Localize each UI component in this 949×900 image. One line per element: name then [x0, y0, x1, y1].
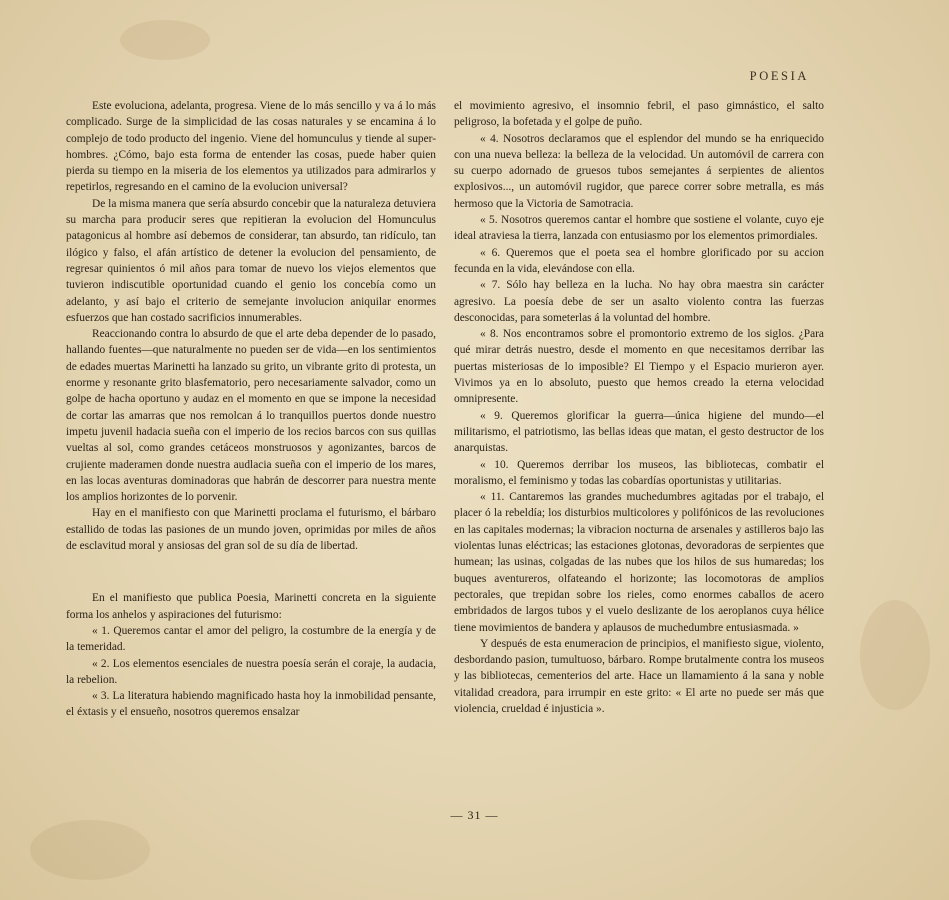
manifesto-point: « 8. Nos encontramos sobre el promontorio extremo de los siglos. ¿Para qué mirar detrás nuestro, desde el momento en que necesitamos derribar las puertas misteriosas de lo imposible? El Tiempo y el Espacio murieron ayer. Vivimos ya en lo absoluto, puesto que hemos creado la eterna velocidad omnipresente. — [454, 328, 824, 406]
manifesto-point: « 11. Cantaremos las grandes muchedumbres agitadas por el trabajo, el placer ó la rebeldía; los disturbios multicolores y polifónicos de las revoluciones en las capitales modernas; la vibracion nocturna de arsenales y astilleros bajo las violentas lunas eléctricas; las estaciones glotonas, devoradoras de serpientes que humean; las usinas, colgadas de las nubes que los hilos de sus humaredas; los buques aventureros, olfateando el horizonte; las locomotoras de amplios pectorales, que trepidan sobre los rieles, como enormes caballos de acero embridados de largos tubos y el vuelo deslizante de los aeroplanos cuya hélice tiene movimientos de bandera y aplausos de muchedumbre entusiasmada. » — [454, 491, 824, 634]
paragraph: Este evoluciona, adelanta, progresa. Viene de lo más sencillo y va á lo más complicado. Surge de la simplicidad de las cosas naturales y se encamina á lo complejo de todo producto del ingenio. Viene del homunculus y tiende al super-hombres. ¿Cómo, bajo esta forma de entender las cosas, puede haber quien pierda su tiempo en la miseria de los elementos ya utilizados para admirarlos y repetirlos, regresando en el camino de la evolucion universal? — [66, 100, 436, 194]
right-column — [454, 98, 824, 717]
paragraph: Reaccionando contra lo absurdo de que el arte deba depender de lo pasado, hallando fuentes—que naturalmente no pueden ser de vida—en los sentimientos de edades muertas Marinetti ha lanzado su grito, un vibrante grito di protesta, un enorme y resonante grito blasfematorio, pero necesariamente salvador, como un golpe de hacha oportuno y audaz en el momento en que se impone la necesidad de cortar las amarras que nos remolcan á lo tranquillos puertos donde nuestro impetu juvenil hadacia sueña con el imperio de los recios barcos con sus quillas vueltas al sol, como grandes cetáceos monstruosos y agonizantes, barcos de crujiente maderamen donde nuestra audlacia sueña con el imperio de los mares, en las locas aventuras dominadoras que habrán de descorrer para nuestra mente los amplios horizontes de lo porvenir. — [66, 328, 436, 504]
running-head: POESIA — [749, 69, 809, 83]
paper-stain — [30, 820, 150, 880]
left-column — [66, 98, 436, 721]
paper-stain — [120, 20, 210, 60]
manifesto-point: « 5. Nosotros queremos cantar el hombre que sostiene el volante, cuyo eje ideal atraviesa la tierra, lanzada con entusiasmo por los elementos primordiales. — [454, 214, 824, 243]
paragraph: Y después de esta enumeracion de principios, el manifiesto sigue, violento, desbordando pasion, tumultuoso, bárbaro. Rompe brutalmente contra los museos y las bibliotecas, cementerios del arte. Hace un llamamiento á la sana y noble vitalidad creadora, para irrumpir en este grito: « El arte no puede ser más que violencia, crueldad é injusticia ». — [454, 637, 824, 715]
paper-stain — [860, 600, 930, 710]
paragraph: Hay en el manifiesto con que Marinetti proclama el futurismo, el bárbaro estallido de todas las pasiones de un mundo joven, oprimidas por miles de años de esclavitud moral y ansiosas del gran sol de su día de libertad. — [66, 507, 436, 553]
paragraph: el movimiento agresivo, el insomnio febril, el paso gimnástico, el salto peligroso, la bofetada y el golpe de puño. — [454, 100, 824, 129]
manifesto-point: « 4. Nosotros declaramos que el esplendor del mundo se ha enriquecido con una nueva belleza: la belleza de la velocidad. Un automóvil de carrera con su cuerpo adornado de gruesos tubos semejantes á serpientes de alientos explosivos..., un automóvil rugidor, que parece correr sobre metralla, es más hermoso que la Victoria de Samotracia. — [454, 132, 824, 210]
paragraph: De la misma manera que sería absurdo concebir que la naturaleza detuviera su marcha para producir seres que repitieran la evolucion del Homunculus patagonicus al hombre así debemos de considerar, tan absurdo, tan ridículo, tan ilógico y falso, el afán artístico de detener la evolucion del pensamiento, de regresar quinientos ó mil años para tomar de nuevo los viejos elementos que tuvieron indiscutible oportunidad cuando el genio los concebía como un adelanto, y así bajo el criterio de semejante involucion aniquilar enormes esfuerzos que han costado sacrificios innumerables. — [66, 197, 436, 324]
manifesto-point: « 9. Queremos glorificar la guerra—única higiene del mundo—el militarismo, el patriotismo, las bellas ideas que matan, el gesto destructor de los anarquistas. — [454, 409, 824, 455]
manifesto-point: « 6. Queremos que el poeta sea el hombre glorificado por su accion fecunda en la vida, elevándose con ella. — [454, 246, 824, 275]
manifesto-point: « 2. Los elementos esenciales de nuestra poesía serán el coraje, la audacia, la rebelion. — [66, 657, 436, 686]
paragraph: En el manifiesto que publica Poesia, Marinetti concreta en la siguiente forma los anhelos y aspiraciones del futurismo: — [66, 592, 436, 621]
manifesto-point: « 10. Queremos derribar los museos, las bibliotecas, combatir el moralismo, el feminismo y todas las cobardías oportunistas y utilitarias. — [454, 458, 824, 487]
page-number: — 31 — — [450, 808, 499, 822]
manifesto-point: « 3. La literatura habiendo magnificado hasta hoy la inmobilidad pensante, el éxtasis y el ensueño, nosotros queremos ensalzar — [66, 690, 436, 719]
manifesto-point: « 7. Sólo hay belleza en la lucha. No hay obra maestra sin carácter agresivo. La poesía debe de ser un asalto violento contra las fuerzas desconocidas, para someterlas á la voluntad del hombre. — [454, 279, 824, 324]
manifesto-point: « 1. Queremos cantar el amor del peligro, la costumbre de la energía y de la temeridad. — [66, 624, 436, 654]
